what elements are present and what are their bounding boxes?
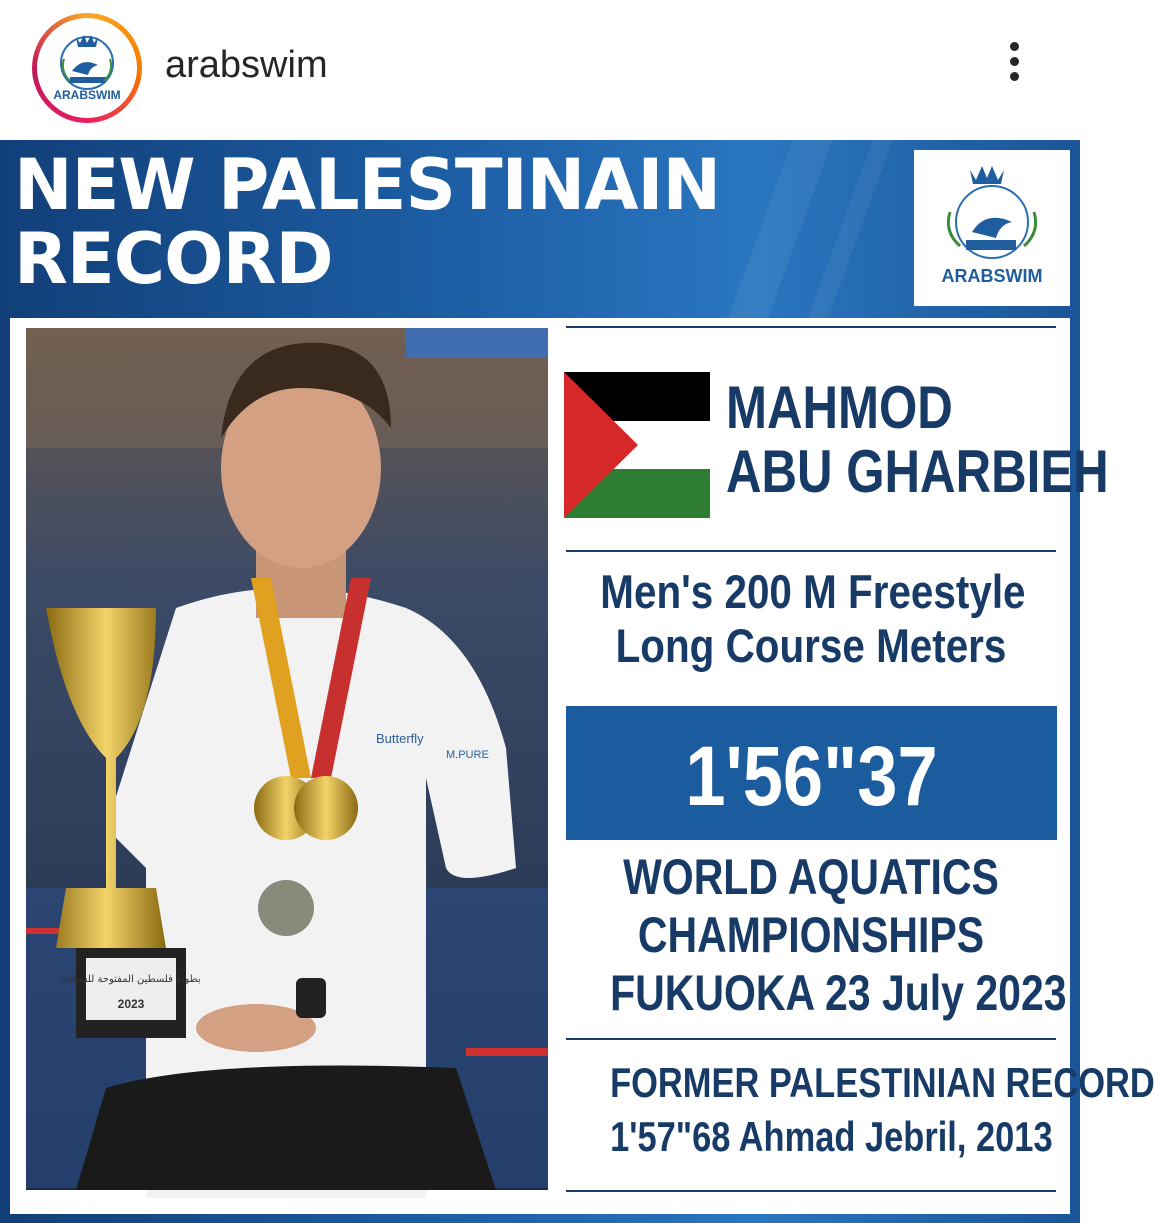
event-line-2: Long Course Meters — [615, 619, 1007, 672]
event-description — [600, 565, 1026, 673]
swimmer-photo — [26, 328, 548, 1190]
divider — [566, 1038, 1056, 1040]
svg-text:بطولة فلسطين المفتوحة للسباحة: بطولة فلسطين المفتوحة للسباحة — [61, 974, 201, 985]
swimmer-first-name: MAHMOD — [726, 374, 953, 441]
record-time: 1'56"37 — [685, 729, 938, 823]
swimmer-last-name: ABU GHARBIEH — [726, 438, 1109, 505]
former-record-title: FORMER PALESTINIAN RECORD — [610, 1059, 1155, 1106]
palestine-flag-icon — [564, 372, 710, 518]
svg-text:M.PURE: M.PURE — [446, 749, 489, 761]
champ-line-2: CHAMPIONSHIPS — [637, 907, 985, 963]
svg-text:ARABSWIM: ARABSWIM — [53, 88, 121, 102]
post-header — [0, 0, 1080, 138]
more-vertical-icon[interactable] — [996, 38, 1032, 94]
arabswim-logo-icon — [42, 23, 132, 113]
arabswim-logo — [914, 150, 1070, 306]
record-time-box — [566, 706, 1057, 840]
divider — [566, 1190, 1056, 1192]
post-image — [0, 140, 1155, 1223]
event-line-1: Men's 200 M Freestyle — [600, 565, 1026, 618]
svg-text:2023: 2023 — [117, 997, 145, 1011]
former-record-detail: 1'57"68 Ahmad Jebril, 2013 — [610, 1113, 1053, 1160]
swimmer-name — [726, 376, 1109, 504]
divider — [566, 326, 1056, 328]
divider — [566, 550, 1056, 552]
username[interactable]: arabswim — [165, 44, 328, 86]
svg-text:ARABSWIM: ARABSWIM — [941, 266, 1043, 286]
post-headline — [14, 144, 721, 300]
champ-line-3: FUKUOKA 23 July 2023 — [610, 965, 1067, 1021]
championship-info — [610, 848, 1067, 1022]
headline-line-2: RECORD — [14, 218, 333, 300]
svg-text:Butterfly: Butterfly — [376, 731, 424, 746]
headline-line-1: NEW PALESTINAIN — [14, 144, 721, 226]
champ-line-1: WORLD AQUATICS — [623, 849, 999, 905]
former-record — [610, 1056, 1155, 1164]
avatar[interactable] — [32, 13, 142, 123]
